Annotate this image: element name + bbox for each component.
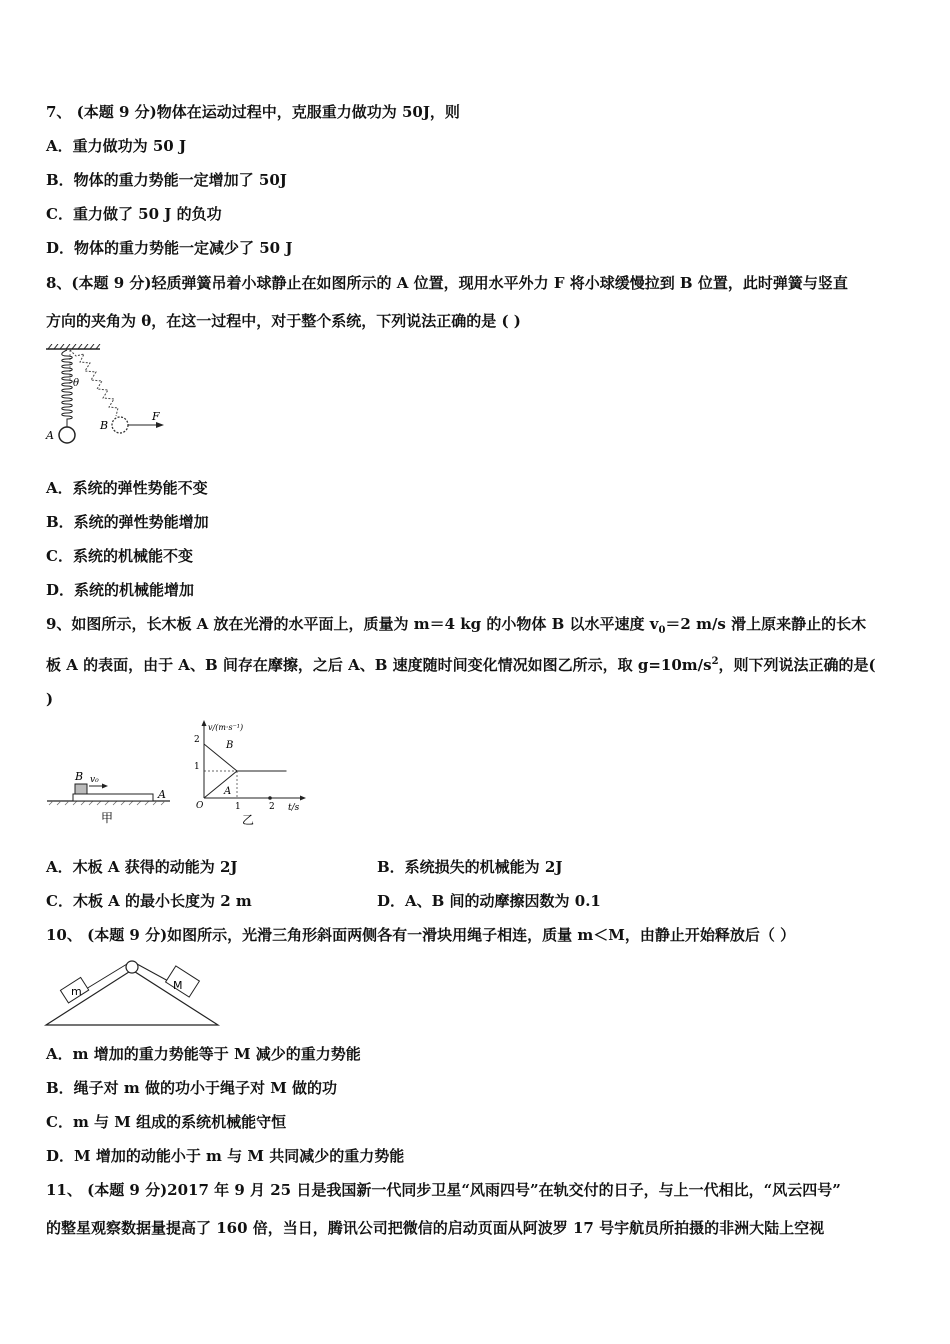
label-v0: v₀ — [90, 775, 99, 785]
block-b — [75, 784, 87, 794]
q11-stem-line1: 11、 (本题 9 分)2017 年 9 月 25 日是我国新一代同步卫星“风雨四号”在轨交付的日子，与上一代相比，“风云四号” — [46, 1181, 841, 1199]
q9-velocity-time-chart — [190, 718, 310, 830]
q10-stem: 10、 (本题 9 分)如图所示，光滑三角形斜面两侧各有一滑块用绳子相连，质量 m＜M，由静止开始释放后（ ） — [46, 926, 796, 944]
label-a: A — [158, 788, 166, 801]
label-a: A — [46, 429, 54, 442]
q9-option-b: B．系统损失的机械能为 2J — [377, 858, 563, 876]
q8-option-a: A．系统的弹性势能不变 — [46, 479, 208, 497]
series-a-label: A — [224, 786, 232, 797]
label-f: F — [152, 410, 160, 423]
q7-option-a: A．重力做功为 50 J — [46, 137, 187, 155]
q9-stem-line1: 9、如图所示，长木板 A 放在光滑的水平面上，质量为 m＝4 kg 的小物体 B 以水平速度 $v_0=2$ m/s 滑上原来静止的长木 — [46, 615, 867, 636]
block-big-m — [166, 966, 200, 997]
series-b-label: B — [226, 740, 234, 751]
label-big-m: M — [173, 979, 183, 992]
label-b: B — [75, 770, 84, 783]
q8-option-c: C．系统的机械能不变 — [46, 547, 193, 565]
ceiling-hatch — [46, 344, 100, 349]
tick-y-2: 2 — [194, 735, 200, 745]
label-m: m — [71, 985, 82, 998]
q9-stem-line3: ) — [46, 690, 54, 708]
ball-at-a — [59, 427, 75, 443]
pulley — [126, 961, 138, 973]
q8-option-d: D．系统的机械能增加 — [46, 581, 195, 599]
q9-option-a: A．木板 A 获得的动能为 2J — [46, 858, 238, 876]
q7-option-d: D．物体的重力势能一定减少了 50 J — [46, 239, 293, 257]
q10-incline-figure — [42, 956, 227, 1031]
q10-option-d: D．M 增加的动能小于 m 与 M 共同减少的重力势能 — [46, 1147, 405, 1165]
q8-stem-line2: 方向的夹角为 θ，在这一过程中，对于整个系统，下列说法正确的是 ( ) — [46, 312, 521, 330]
tick-x-2-dot — [268, 796, 272, 800]
tick-y-1: 1 — [194, 762, 200, 772]
tick-x-2: 2 — [269, 802, 275, 812]
tick-x-1: 1 — [235, 802, 241, 812]
x-axis-label: t/s — [288, 803, 300, 813]
label-b: B — [100, 419, 109, 432]
q9-option-c: C．木板 A 的最小长度为 2 m — [46, 892, 252, 910]
ball-at-b — [112, 417, 128, 433]
q9-stem-line2: 板 A 的表面，由于 A、B 间存在摩擦，之后 A、B 速度随时间变化情况如图乙所示，取 $g=10m/s^2$，则下列说法正确的是( — [46, 656, 876, 674]
q9-board-figure — [45, 765, 175, 827]
q11-stem-line2: 的整星观察数据量提高了 160 倍，当日，腾讯公司把微信的启动页面从阿波罗 17 号宇航员所拍摄的非洲大陆上空视 — [46, 1219, 825, 1237]
board-a — [73, 794, 153, 801]
tick-origin: O — [196, 801, 204, 811]
y-axis-label: v/(m·s⁻¹) — [208, 723, 244, 732]
q10-option-a: A．m 增加的重力势能等于 M 减少的重力势能 — [46, 1045, 361, 1063]
q8-stem-line1: 8、(本题 9 分)轻质弹簧吊着小球静止在如图所示的 A 位置，现用水平外力 F 将小球缓慢拉到 B 位置，此时弹簧与竖直 — [46, 274, 848, 292]
caption-yi: 乙 — [242, 813, 255, 827]
theta-label: θ — [73, 378, 80, 389]
series-b-line — [204, 744, 287, 771]
caption-jia: 甲 — [101, 811, 114, 825]
series-a-line — [204, 771, 287, 798]
q7-option-b: B．物体的重力势能一定增加了 50J — [46, 171, 287, 189]
q7-option-c: C．重力做了 50 J 的负功 — [46, 205, 222, 223]
q8-option-b: B．系统的弹性势能增加 — [46, 513, 209, 531]
q9-option-d: D．A、B 间的动摩擦因数为 0.1 — [377, 892, 601, 910]
q10-option-c: C．m 与 M 组成的系统机械能守恒 — [46, 1113, 287, 1131]
spring-vertical — [62, 350, 73, 428]
q10-option-b: B．绳子对 m 做的功小于绳子对 M 做的功 — [46, 1079, 338, 1097]
q8-spring-figure — [40, 344, 170, 449]
q7-stem: 7、 (本题 9 分)物体在运动过程中，克服重力做功为 50J，则 — [46, 103, 460, 121]
